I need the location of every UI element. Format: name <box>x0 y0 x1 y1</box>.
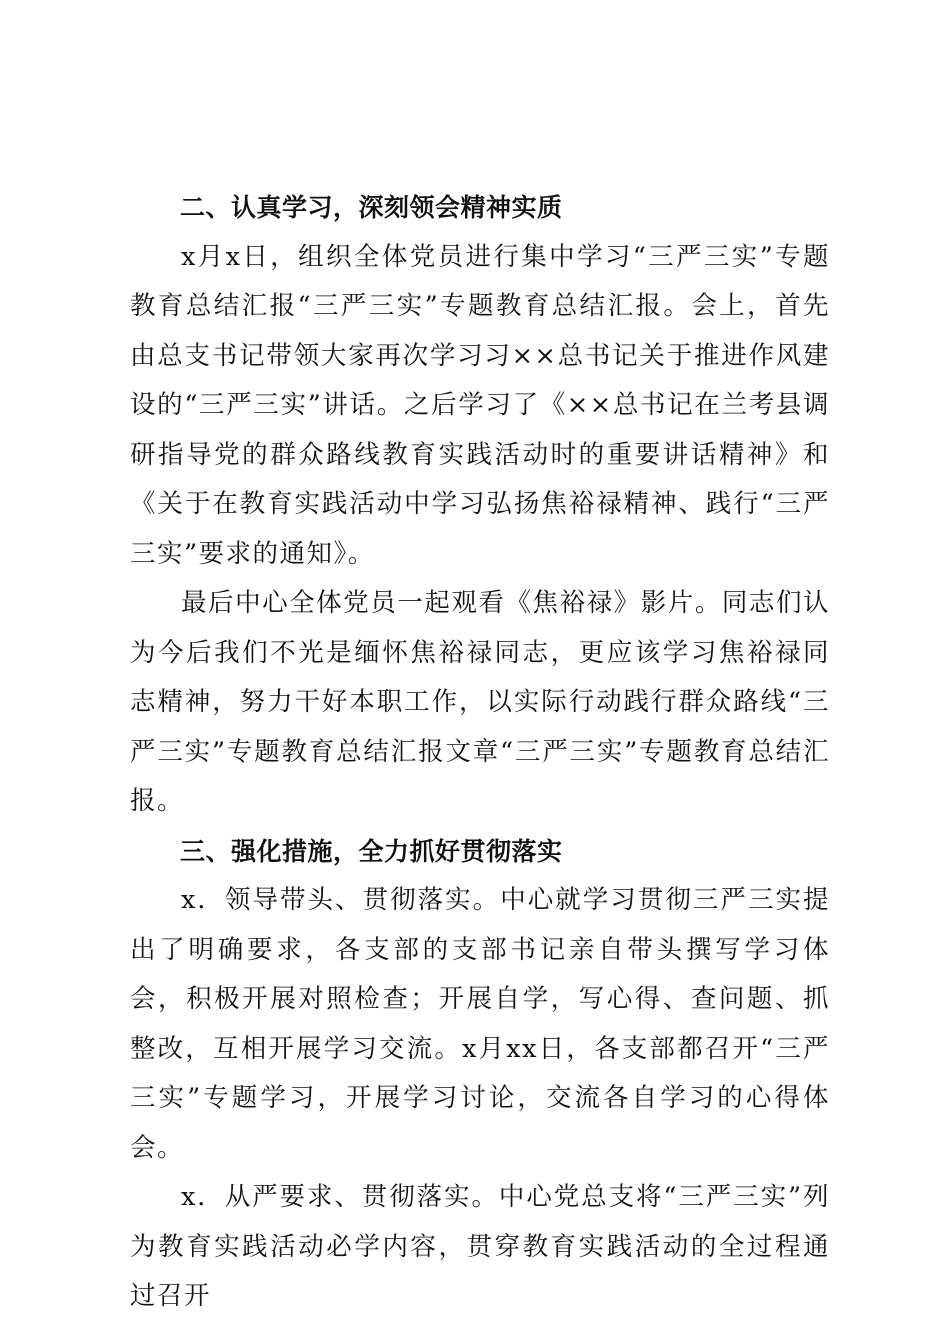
paragraph: x．从严要求、贯彻落实。中心党总支将“三严三实”列为教育实践活动必学内容，贯穿教育实践活动的全过程通过召开 <box>130 1182 830 1311</box>
paragraph: 最后中心全体党员一起观看《焦裕禄》影片。同志们认为今后我们不光是缅怀焦裕禄同志，更应该学习焦裕禄同志精神，努力干好本职工作，以实际行动践行群众路线“三严三实”专题教育总结汇报文章“三严三实”专题教育总结汇报。 <box>130 588 830 816</box>
section-heading-3: 三、强化措施，全力抓好贯彻落实 <box>180 836 563 866</box>
document-body <box>130 183 830 1322</box>
paragraph: x月x日，组织全体党员进行集中学习“三严三实”专题教育总结汇报“三严三实”专题教育总结汇报。会上，首先由总支书记带领大家再次学习习××总书记关于推进作风建设的“三严三实”讲话。之后学习了《××总书记在兰考县调研指导党的群众路线教育实践活动时的重要讲话精神》和《关于在教育实践活动中学习弘扬焦裕禄精神、践行“三严三实”要求的通知》。 <box>130 241 830 569</box>
paragraph: x．领导带头、贯彻落实。中心就学习贯彻三严三实提出了明确要求，各支部的支部书记亲自带头撰写学习体会，积极开展对照检查；开展自学，写心得、查问题、抓整改，互相开展学习交流。x月xx日，各支部都召开“三严三实”专题学习，开展学习讨论，交流各自学习的心得体会。 <box>130 885 830 1163</box>
section-heading-2: 二、认真学习，深刻领会精神实质 <box>180 193 563 222</box>
